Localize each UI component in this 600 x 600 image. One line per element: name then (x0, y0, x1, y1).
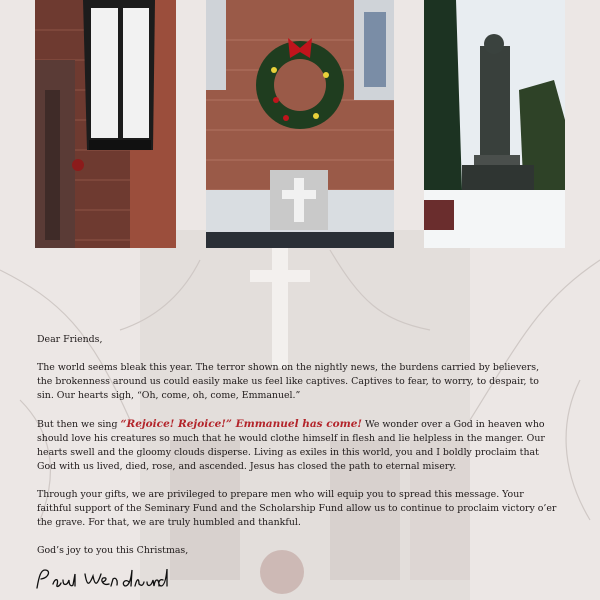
salutation: Dear Friends, (37, 334, 103, 345)
paragraph-2-lead: But then we sing (37, 419, 118, 430)
closing: God’s joy to you this Christmas, (37, 545, 189, 556)
paragraph-2-rest: We wonder over a God in heaven who should love his creatures so much that he would clothe himself in flesh and lie helpless in the manger. Our hearts swell and the gloomy clouds disperse. Living as exiles in this world, you and I boldly proclaim that God with us lived, died, rose, and ascended. Jesus has closed the path to eternal misery. (37, 419, 545, 472)
photo-wreath (206, 0, 394, 248)
paragraph-2 (37, 417, 557, 474)
photo-statue (424, 0, 565, 248)
signature (33, 566, 178, 594)
paragraph-3: Through your gifts, we are privileged to prepare men who will equip you to spread this message. Your faithful support of the Seminary Fund and the Scholarship Fund allow us to continue to proclaim victory o’er the grave. For that, we are truly humbled and thankful. (37, 489, 557, 528)
photo-lantern (35, 0, 176, 248)
paragraph-1: The world seems bleak this year. The terror shown on the nightly news, the burdens carried by believers, the brokenness around us could easily make us feel like captives. Captives to fear, to worry, to despair, to sin. Our hearts sigh, “Oh, come, oh, come, Emmanuel.” (37, 362, 540, 401)
letter-body (37, 333, 557, 572)
rejoice-highlight: “Rejoice! Rejoice!” Emmanuel has come! (120, 418, 363, 430)
